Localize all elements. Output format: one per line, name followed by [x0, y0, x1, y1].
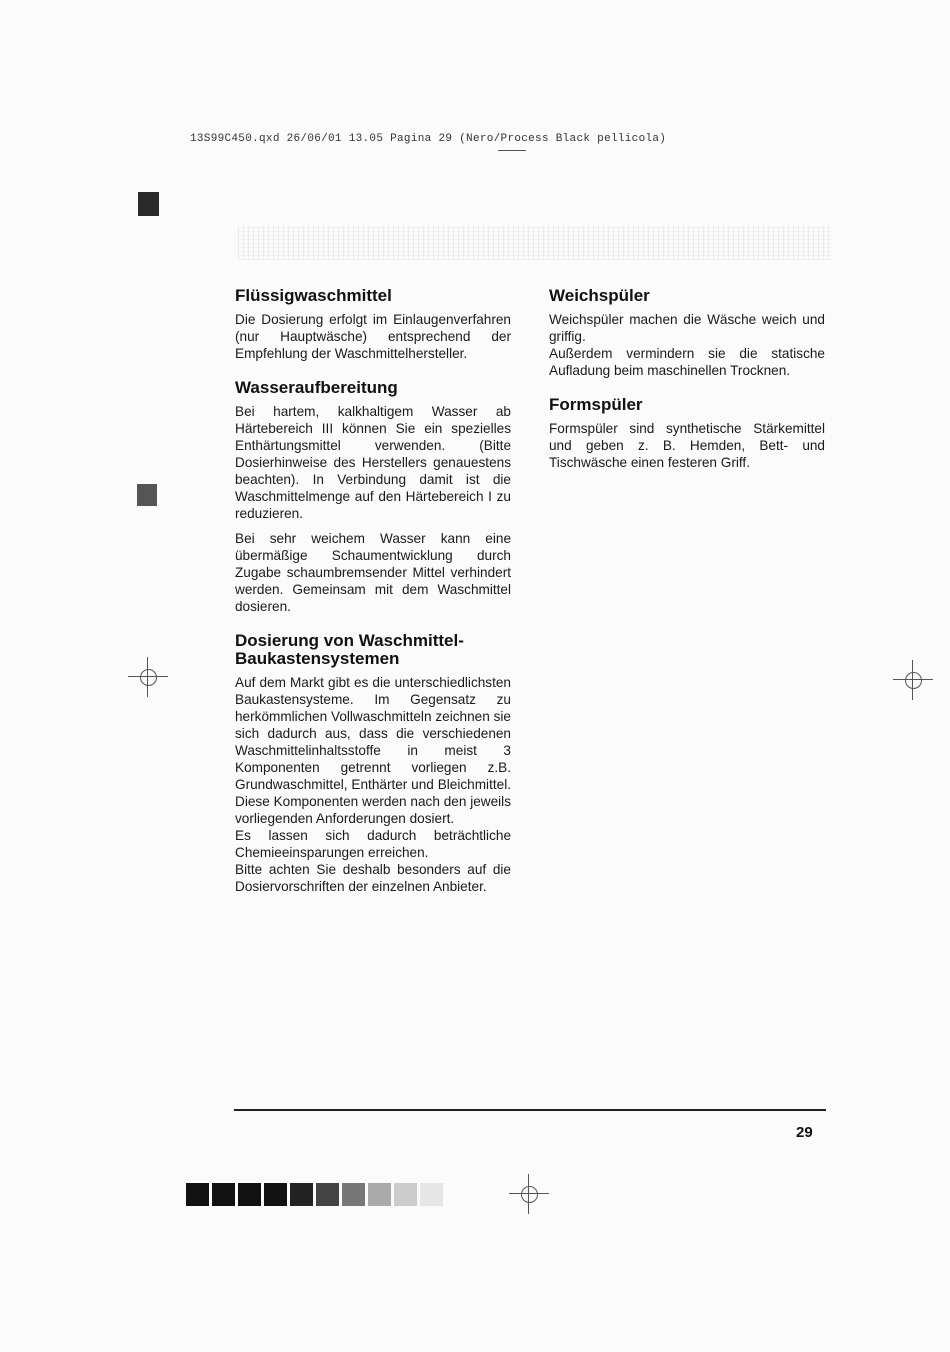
crosshair-mark-right — [893, 660, 933, 700]
footer-rule — [234, 1109, 826, 1111]
paragraph: Bitte achten Sie deshalb besonders auf die Dosiervorschriften der einzelnen Anbieter. — [235, 862, 511, 894]
control-patch — [316, 1183, 339, 1206]
print-slug-header: 13S99C450.qxd 26/06/01 13.05 Pagina 29 (Nero/Process Black pellicola) — [190, 133, 667, 145]
control-patch — [420, 1183, 443, 1206]
slug-underline — [498, 150, 526, 151]
right-column — [549, 287, 825, 479]
heading-fluessigwaschmittel: Flüssigwaschmittel — [235, 286, 392, 305]
control-patch — [368, 1183, 391, 1206]
page-number: 29 — [796, 1124, 813, 1141]
scan-noise-band — [238, 226, 833, 260]
paragraph: Auf dem Markt gibt es die unterschiedlichsten Baukastensysteme. Im Gegensatz zu herkömmlichen Vollwaschmitteln zeichnen sie sich dadurch aus, dass die verschiedenen Waschmittelinhaltsstoffe in meist 3 Komponenten getrennt vorliegen z.B. Grundwaschmittel, Enthärter und Bleichmittel. Diese Komponenten werden nach den jeweils vorliegenden Anforderungen dosiert. — [235, 675, 511, 826]
heading-formspueler: Formspüler — [549, 395, 643, 414]
control-patch — [290, 1183, 313, 1206]
heading-baukastensysteme: Dosierung von Waschmittel-Baukastensystemen — [235, 631, 464, 668]
heading-weichspueler: Weichspüler — [549, 286, 650, 305]
left-column — [235, 287, 511, 903]
control-patch — [212, 1183, 235, 1206]
paragraph: Bei hartem, kalkhaltigem Wasser ab Härtebereich III können Sie ein spezielles Enthärtungsmittel verwenden. (Bitte Dosierhinweise des Herstellers genauestens beachten). In Verbindung damit ist die Waschmittelmenge auf den Härtebereich I zu reduzieren. — [235, 404, 511, 521]
crosshair-mark-bottom — [509, 1174, 549, 1214]
paragraph: Weichspüler machen die Wäsche weich und griffig. — [549, 312, 825, 344]
paragraph: Es lassen sich dadurch beträchtliche Chemieeinsparungen erreichen. — [235, 828, 511, 860]
heading-wasseraufbereitung: Wasseraufbereitung — [235, 378, 398, 397]
paragraph: Bei sehr weichem Wasser kann eine übermäßige Schaumentwicklung durch Zugabe schaumbremsender Mittel verhindert werden. Gemeinsam mit dem Waschmittel dosieren. — [235, 531, 511, 614]
crosshair-mark-left — [128, 657, 168, 697]
control-patch — [186, 1183, 209, 1206]
paragraph: Die Dosierung erfolgt im Einlaugenverfahren (nur Hauptwäsche) entsprechend der Empfehlung der Waschmittelhersteller. — [235, 312, 511, 361]
paragraph: Formspüler sind synthetische Stärkemittel und geben z. B. Hemden, Bett- und Tischwäsche einen festeren Griff. — [549, 421, 825, 470]
print-control-bar — [186, 1183, 443, 1206]
control-patch — [238, 1183, 261, 1206]
control-patch — [342, 1183, 365, 1206]
paragraph: Außerdem vermindern sie die statische Aufladung beim maschinellen Trocknen. — [549, 346, 825, 378]
registration-mark-top — [138, 192, 159, 216]
control-patch — [394, 1183, 417, 1206]
control-patch — [264, 1183, 287, 1206]
registration-mark-middle — [137, 484, 157, 506]
